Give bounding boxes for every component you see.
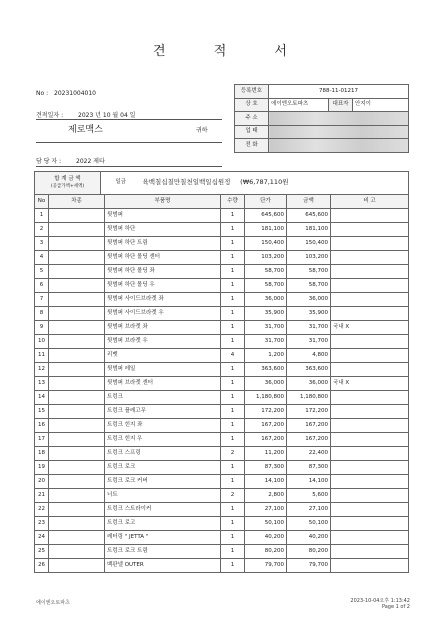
header-part: 부품명 <box>105 195 221 209</box>
table-row <box>35 545 409 559</box>
divider <box>36 142 222 143</box>
item-qty: 1 <box>221 531 245 545</box>
manager-label: 담 당 자 : <box>36 158 62 165</box>
item-part: 트렁크 로고 <box>105 517 221 531</box>
table-row <box>35 279 409 293</box>
item-price: 36,000 <box>245 293 287 307</box>
reg-number: 788-11-01217 <box>269 85 409 99</box>
item-price: 103,200 <box>245 251 287 265</box>
item-price: 181,100 <box>245 223 287 237</box>
item-part: 레터링 " JETTA " <box>105 531 221 545</box>
item-price: 645,600 <box>245 209 287 223</box>
item-part: 백판넬 OUTER <box>105 559 221 573</box>
doc-number-label: No : <box>36 90 49 97</box>
item-model <box>49 517 105 531</box>
item-price: 50,100 <box>245 517 287 531</box>
item-price: 87,300 <box>245 461 287 475</box>
item-amount: 80,200 <box>287 545 331 559</box>
business-label: 업 태 <box>235 125 269 139</box>
table-row <box>35 335 409 349</box>
item-model <box>49 293 105 307</box>
address-blurred <box>269 112 409 126</box>
item-no: 14 <box>35 391 49 405</box>
table-row <box>35 419 409 433</box>
item-price: 27,100 <box>245 503 287 517</box>
item-model <box>49 349 105 363</box>
item-no: 19 <box>35 461 49 475</box>
item-note <box>331 349 409 363</box>
item-model <box>49 433 105 447</box>
table-row <box>35 475 409 489</box>
item-part: 트렁크 로크 트림 <box>105 545 221 559</box>
item-no: 10 <box>35 335 49 349</box>
item-price: 58,700 <box>245 279 287 293</box>
item-no: 15 <box>35 405 49 419</box>
total-label: 합 계 금 액 <box>54 176 81 182</box>
table-row <box>35 503 409 517</box>
item-amount: 36,000 <box>287 377 331 391</box>
item-part: 뒷범퍼 사이드브라켓 좌 <box>105 293 221 307</box>
total-table <box>34 171 409 195</box>
item-qty: 1 <box>221 545 245 559</box>
item-part: 뒷범퍼 하단 몰딩 우 <box>105 279 221 293</box>
item-model <box>49 461 105 475</box>
item-model <box>49 321 105 335</box>
item-note <box>331 279 409 293</box>
table-row <box>35 489 409 503</box>
item-model <box>49 391 105 405</box>
table-row <box>35 391 409 405</box>
item-note <box>331 363 409 377</box>
item-note <box>331 293 409 307</box>
item-amount: 36,000 <box>287 293 331 307</box>
item-part: 뒷범퍼 하단 몰딩 센터 <box>105 251 221 265</box>
item-model <box>49 531 105 545</box>
table-row <box>35 461 409 475</box>
item-model <box>49 209 105 223</box>
item-no: 13 <box>35 377 49 391</box>
item-amount: 172,200 <box>287 405 331 419</box>
item-no: 20 <box>35 475 49 489</box>
item-part: 뒷범퍼 하단 트림 <box>105 237 221 251</box>
item-note <box>331 447 409 461</box>
item-qty: 1 <box>221 503 245 517</box>
item-model <box>49 335 105 349</box>
item-no: 21 <box>35 489 49 503</box>
total-amount-words: 육백칠십칠만칠천일백일십원정 <box>142 178 231 187</box>
item-no: 26 <box>35 559 49 573</box>
item-amount: 103,200 <box>287 251 331 265</box>
item-price: 31,700 <box>245 335 287 349</box>
item-amount: 363,600 <box>287 363 331 377</box>
item-note <box>331 419 409 433</box>
item-amount: 31,700 <box>287 335 331 349</box>
table-row <box>35 223 409 237</box>
items-table <box>34 194 409 573</box>
item-qty: 1 <box>221 517 245 531</box>
item-note <box>331 405 409 419</box>
item-no: 24 <box>35 531 49 545</box>
item-qty: 1 <box>221 405 245 419</box>
item-price: 80,200 <box>245 545 287 559</box>
item-no: 22 <box>35 503 49 517</box>
item-qty: 1 <box>221 391 245 405</box>
item-model <box>49 251 105 265</box>
item-qty: 1 <box>221 377 245 391</box>
item-no: 7 <box>35 293 49 307</box>
item-price: 2,800 <box>245 489 287 503</box>
doc-number: 20231004010 <box>54 90 96 97</box>
item-model <box>49 559 105 573</box>
customer-name: 제로맥스 <box>68 125 103 135</box>
item-part: 뒷범퍼 사이드브라켓 우 <box>105 307 221 321</box>
table-row <box>35 321 409 335</box>
item-part: 뒷범퍼 브라켓 센터 <box>105 377 221 391</box>
item-no: 9 <box>35 321 49 335</box>
item-no: 5 <box>35 265 49 279</box>
item-qty: 1 <box>221 209 245 223</box>
item-model <box>49 489 105 503</box>
item-no: 23 <box>35 517 49 531</box>
item-no: 18 <box>35 447 49 461</box>
item-qty: 1 <box>221 237 245 251</box>
item-note <box>331 251 409 265</box>
header-price: 단가 <box>245 195 287 209</box>
table-row <box>35 405 409 419</box>
item-note <box>331 335 409 349</box>
item-amount: 22,400 <box>287 447 331 461</box>
item-note <box>331 559 409 573</box>
item-price: 1,200 <box>245 349 287 363</box>
phone-blurred <box>269 139 409 153</box>
item-qty: 4 <box>221 349 245 363</box>
item-qty: 1 <box>221 321 245 335</box>
item-note <box>331 461 409 475</box>
item-amount: 35,900 <box>287 307 331 321</box>
table-header-row <box>35 195 409 209</box>
item-price: 1,180,800 <box>245 391 287 405</box>
item-model <box>49 503 105 517</box>
item-part: 뒷범퍼 하단 몰딩 좌 <box>105 265 221 279</box>
table-row <box>35 251 409 265</box>
item-model <box>49 265 105 279</box>
item-part: 뒷범퍼 <box>105 209 221 223</box>
company-name: 에이엔오토파츠 <box>269 98 329 112</box>
item-amount: 167,200 <box>287 433 331 447</box>
item-part: 트렁크 힌지 좌 <box>105 419 221 433</box>
header-no: No <box>35 195 49 209</box>
item-price: 172,200 <box>245 405 287 419</box>
item-note: 국내 X <box>331 377 409 391</box>
item-amount: 645,600 <box>287 209 331 223</box>
item-qty: 2 <box>221 489 245 503</box>
item-price: 167,200 <box>245 433 287 447</box>
item-note <box>331 545 409 559</box>
item-part: 너트 <box>105 489 221 503</box>
item-note <box>331 489 409 503</box>
item-amount: 40,200 <box>287 531 331 545</box>
item-part: 트렁크 로크 <box>105 461 221 475</box>
item-qty: 1 <box>221 335 245 349</box>
total-sub-label: (공급가액+세액) <box>50 183 85 189</box>
item-amount: 50,100 <box>287 517 331 531</box>
item-no: 11 <box>35 349 49 363</box>
item-qty: 1 <box>221 419 245 433</box>
item-qty: 1 <box>221 265 245 279</box>
supplier-table <box>234 84 409 153</box>
item-no: 4 <box>35 251 49 265</box>
total-label-cell <box>35 172 101 195</box>
item-qty: 1 <box>221 293 245 307</box>
item-note <box>331 265 409 279</box>
table-row <box>35 307 409 321</box>
table-row <box>35 433 409 447</box>
item-part: 뒷범퍼 레일 <box>105 363 221 377</box>
item-qty: 2 <box>221 447 245 461</box>
footer-company: 에이엔오토파츠 <box>36 600 70 606</box>
item-model <box>49 279 105 293</box>
item-model <box>49 223 105 237</box>
item-price: 58,700 <box>245 265 287 279</box>
table-row <box>35 209 409 223</box>
customer-suffix: 귀하 <box>196 127 208 134</box>
item-note <box>331 237 409 251</box>
item-part: 트렁크 스프링 <box>105 447 221 461</box>
item-part: 트렁크 힌지 우 <box>105 433 221 447</box>
item-qty: 1 <box>221 223 245 237</box>
table-row <box>35 265 409 279</box>
item-note <box>331 391 409 405</box>
business-blurred <box>269 125 409 139</box>
item-part: 트렁크 <box>105 391 221 405</box>
item-price: 11,200 <box>245 447 287 461</box>
divider <box>36 166 222 167</box>
document-title: 견 적 서 <box>153 44 309 59</box>
item-price: 167,200 <box>245 419 287 433</box>
address-label: 주 소 <box>235 112 269 126</box>
item-amount: 1,180,800 <box>287 391 331 405</box>
table-row <box>35 531 409 545</box>
item-note <box>331 531 409 545</box>
item-amount: 167,200 <box>287 419 331 433</box>
item-part: 뒷범퍼 하단 <box>105 223 221 237</box>
item-no: 17 <box>35 433 49 447</box>
item-note <box>331 517 409 531</box>
item-amount: 87,300 <box>287 461 331 475</box>
item-qty: 1 <box>221 279 245 293</box>
item-part: 트렁크 스트라이커 <box>105 503 221 517</box>
item-amount: 79,700 <box>287 559 331 573</box>
item-amount: 58,700 <box>287 265 331 279</box>
header-model: 차종 <box>49 195 105 209</box>
item-price: 31,700 <box>245 321 287 335</box>
item-note <box>331 475 409 489</box>
total-amount: (₩6,787,110원 <box>240 178 289 187</box>
divider <box>36 119 222 120</box>
item-price: 363,600 <box>245 363 287 377</box>
item-model <box>49 237 105 251</box>
item-amount: 150,400 <box>287 237 331 251</box>
item-amount: 58,700 <box>287 279 331 293</box>
item-note <box>331 307 409 321</box>
item-model <box>49 363 105 377</box>
item-price: 150,400 <box>245 237 287 251</box>
item-model <box>49 307 105 321</box>
table-row <box>35 517 409 531</box>
item-part: 트렁크 로크 커버 <box>105 475 221 489</box>
item-model <box>49 419 105 433</box>
table-row <box>35 363 409 377</box>
item-amount: 5,600 <box>287 489 331 503</box>
item-part: 리벳 <box>105 349 221 363</box>
item-note <box>331 223 409 237</box>
item-model <box>49 545 105 559</box>
item-amount: 14,100 <box>287 475 331 489</box>
item-note: 국내 X <box>331 321 409 335</box>
ceo-name: 안지이 <box>353 98 409 112</box>
table-row <box>35 559 409 573</box>
table-row <box>35 293 409 307</box>
item-no: 6 <box>35 279 49 293</box>
item-note <box>331 433 409 447</box>
item-amount: 27,100 <box>287 503 331 517</box>
item-price: 79,700 <box>245 559 287 573</box>
item-no: 1 <box>35 209 49 223</box>
header-note: 비 고 <box>331 195 409 209</box>
item-qty: 1 <box>221 307 245 321</box>
total-amount-cell <box>141 172 409 195</box>
item-no: 25 <box>35 545 49 559</box>
table-row <box>35 447 409 461</box>
manager-name: 2022 제타 <box>76 158 105 165</box>
item-model <box>49 447 105 461</box>
item-no: 16 <box>35 419 49 433</box>
footer-timestamp: 2023-10-04오후 1:13:42 <box>350 598 410 604</box>
item-amount: 31,700 <box>287 321 331 335</box>
reg-label: 등록번호 <box>235 85 269 99</box>
table-row <box>35 349 409 363</box>
item-note <box>331 209 409 223</box>
item-price: 36,000 <box>245 377 287 391</box>
item-qty: 1 <box>221 251 245 265</box>
item-amount: 181,100 <box>287 223 331 237</box>
header-qty: 수량 <box>221 195 245 209</box>
items-body <box>35 209 409 573</box>
item-model <box>49 405 105 419</box>
item-qty: 1 <box>221 461 245 475</box>
item-no: 8 <box>35 307 49 321</box>
phone-label: 전 화 <box>235 139 269 153</box>
header-amount: 금액 <box>287 195 331 209</box>
item-qty: 1 <box>221 363 245 377</box>
item-qty: 1 <box>221 433 245 447</box>
quote-date: 2023 년 10 월 04 일 <box>78 112 136 119</box>
ceo-label: 대표자 <box>329 98 353 112</box>
quote-date-label: 견적일자 : <box>36 112 64 119</box>
item-price: 14,100 <box>245 475 287 489</box>
item-amount: 4,800 <box>287 349 331 363</box>
item-part: 뒷범퍼 브라켓 좌 <box>105 321 221 335</box>
table-row <box>35 237 409 251</box>
item-price: 40,200 <box>245 531 287 545</box>
company-name-label: 상 호 <box>235 98 269 112</box>
item-model <box>49 475 105 489</box>
item-model <box>49 377 105 391</box>
item-qty: 1 <box>221 559 245 573</box>
item-note <box>331 503 409 517</box>
total-text: 일금 <box>101 172 141 195</box>
item-no: 3 <box>35 237 49 251</box>
item-part: 뒷범퍼 브라켓 우 <box>105 335 221 349</box>
item-qty: 1 <box>221 475 245 489</box>
item-no: 12 <box>35 363 49 377</box>
footer-page: Page 1 of 2 <box>381 604 410 610</box>
item-part: 트렁크 플레고무 <box>105 405 221 419</box>
item-no: 2 <box>35 223 49 237</box>
item-price: 35,900 <box>245 307 287 321</box>
table-row <box>35 377 409 391</box>
